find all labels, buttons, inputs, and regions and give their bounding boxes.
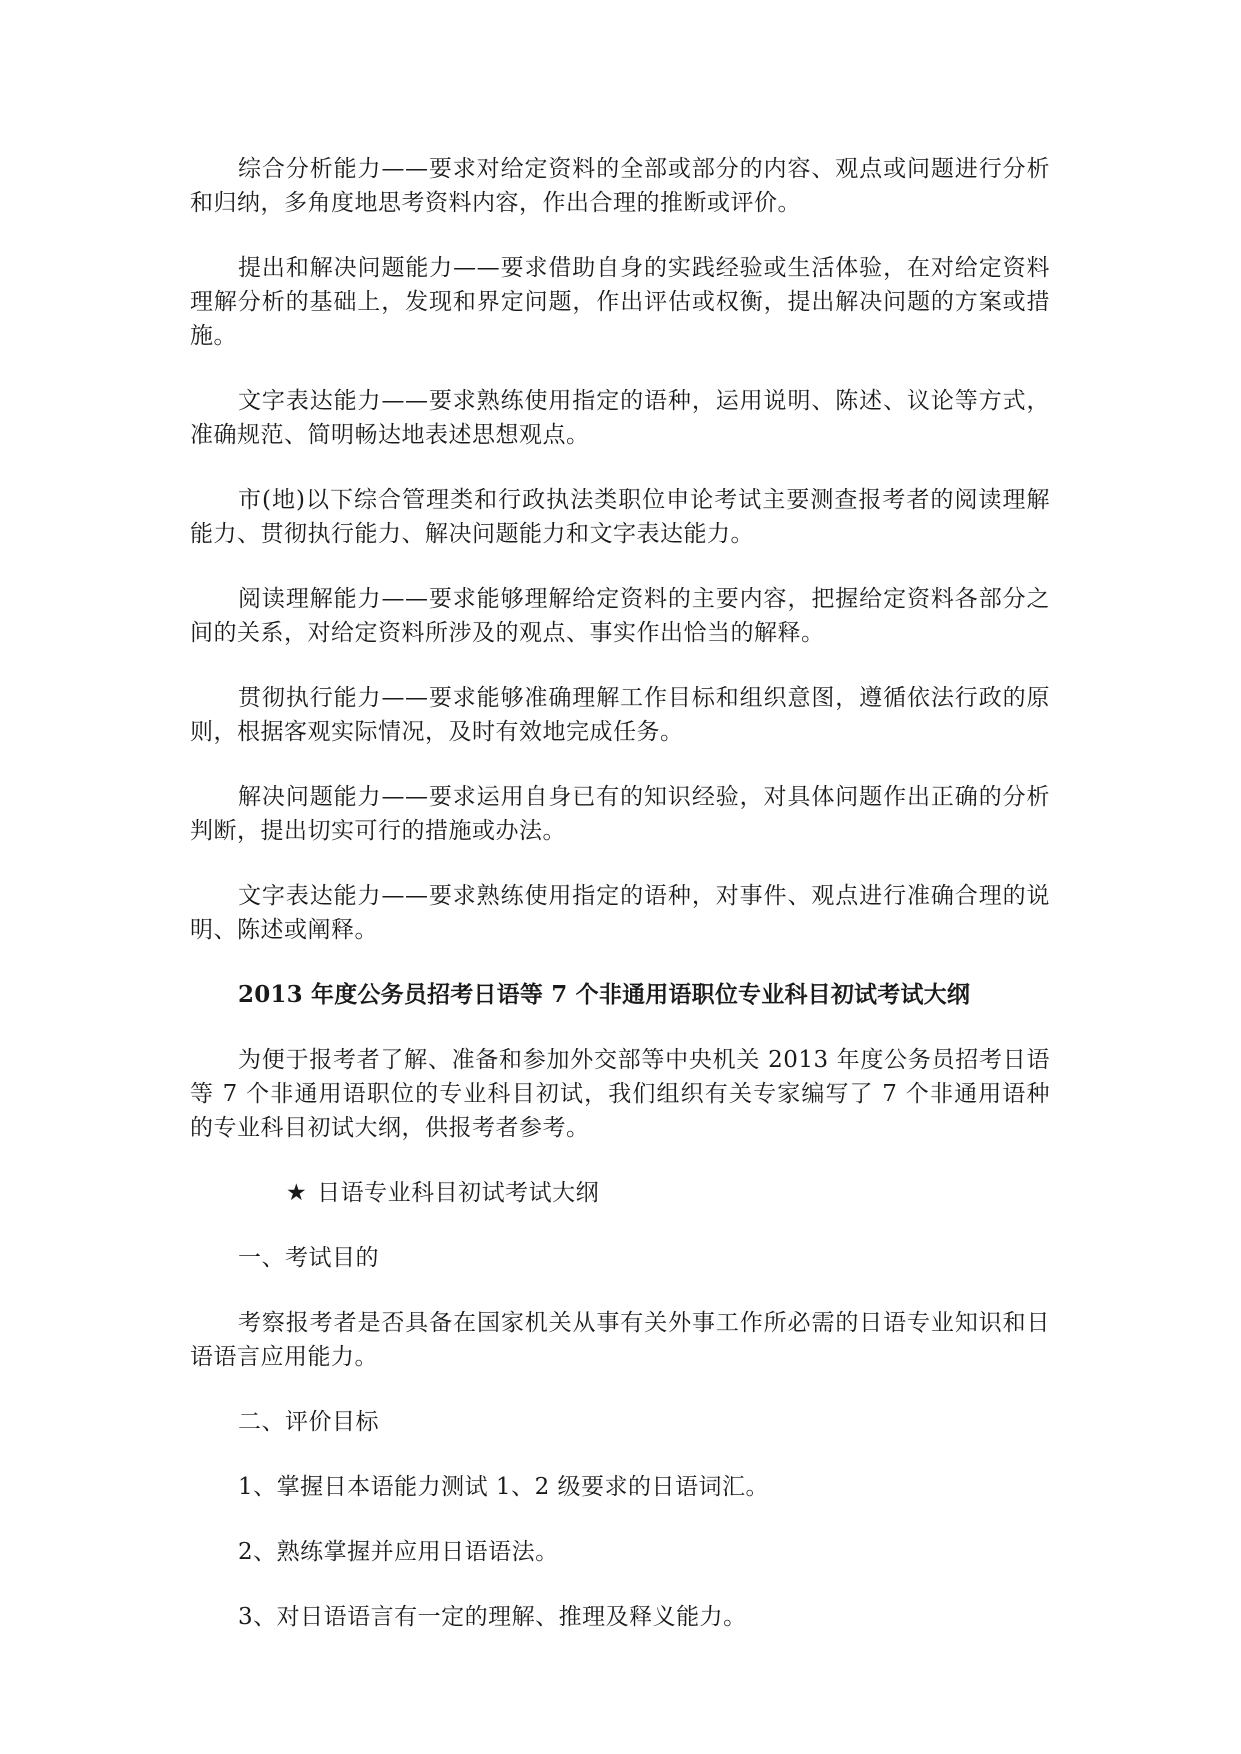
document-body (190, 152, 1050, 1634)
part1-title: 一、考试目的 (238, 1245, 379, 1271)
part1-text: 考察报考者是否具备在国家机关从事有关外事工作所必需的日语专业知识和日语语言应用能力。 (190, 1310, 1050, 1370)
paragraph: 解决问题能力——要求运用自身已有的知识经验，对具体问题作出正确的分析判断，提出切实可行的措施或办法。 (190, 784, 1050, 844)
part2-title: 二、评价目标 (238, 1409, 379, 1435)
intro-paragraph: 为便于报考者了解、准备和参加外交部等中央机关 2013 年度公务员招考日语等 7 个非通用语职位的专业科目初试，我们组织有关专家编写了 7 个非通用语种的专业科目初试大纲，供报考者参考。 (190, 1047, 1050, 1141)
paragraph: 阅读理解能力——要求能够理解给定资料的主要内容，把握给定资料各部分之间的关系，对给定资料所涉及的观点、事实作出恰当的解释。 (190, 586, 1050, 646)
paragraph: 综合分析能力——要求对给定资料的全部或部分的内容、观点或问题进行分析和归纳，多角度地思考资料内容，作出合理的推断或评价。 (190, 156, 1050, 216)
goal-item: 2、熟练掌握并应用日语语法。 (238, 1539, 559, 1565)
paragraph: 文字表达能力——要求熟练使用指定的语种，对事件、观点进行准确合理的说明、陈述或阐释。 (190, 883, 1050, 943)
outline-title-text: 日语专业科目初试考试大纲 (317, 1180, 600, 1206)
paragraph: 市(地)以下综合管理类和行政执法类职位申论考试主要测查报考者的阅读理解能力、贯彻执行能力、解决问题能力和文字表达能力。 (190, 487, 1050, 547)
paragraph: 文字表达能力——要求熟练使用指定的语种，运用说明、陈述、议论等方式，准确规范、简明畅达地表述思想观点。 (190, 388, 1050, 448)
paragraph: 贯彻执行能力——要求能够准确理解工作目标和组织意图，遵循依法行政的原则，根据客观实际情况，及时有效地完成任务。 (190, 685, 1050, 745)
paragraph: 提出和解决问题能力——要求借助自身的实践经验或生活体验，在对给定资料理解分析的基础上，发现和界定问题，作出评估或权衡，提出解决问题的方案或措施。 (190, 255, 1050, 349)
goal-item: 1、掌握日本语能力测试 1、2 级要求的日语词汇。 (238, 1474, 770, 1500)
goal-item: 3、对日语语言有一定的理解、推理及释义能力。 (238, 1604, 747, 1630)
star-icon: ★ (286, 1180, 308, 1206)
outline-title (190, 1176, 1050, 1210)
section-heading: 2013 年度公务员招考日语等 7 个非通用语职位专业科目初试考试大纲 (238, 981, 971, 1008)
